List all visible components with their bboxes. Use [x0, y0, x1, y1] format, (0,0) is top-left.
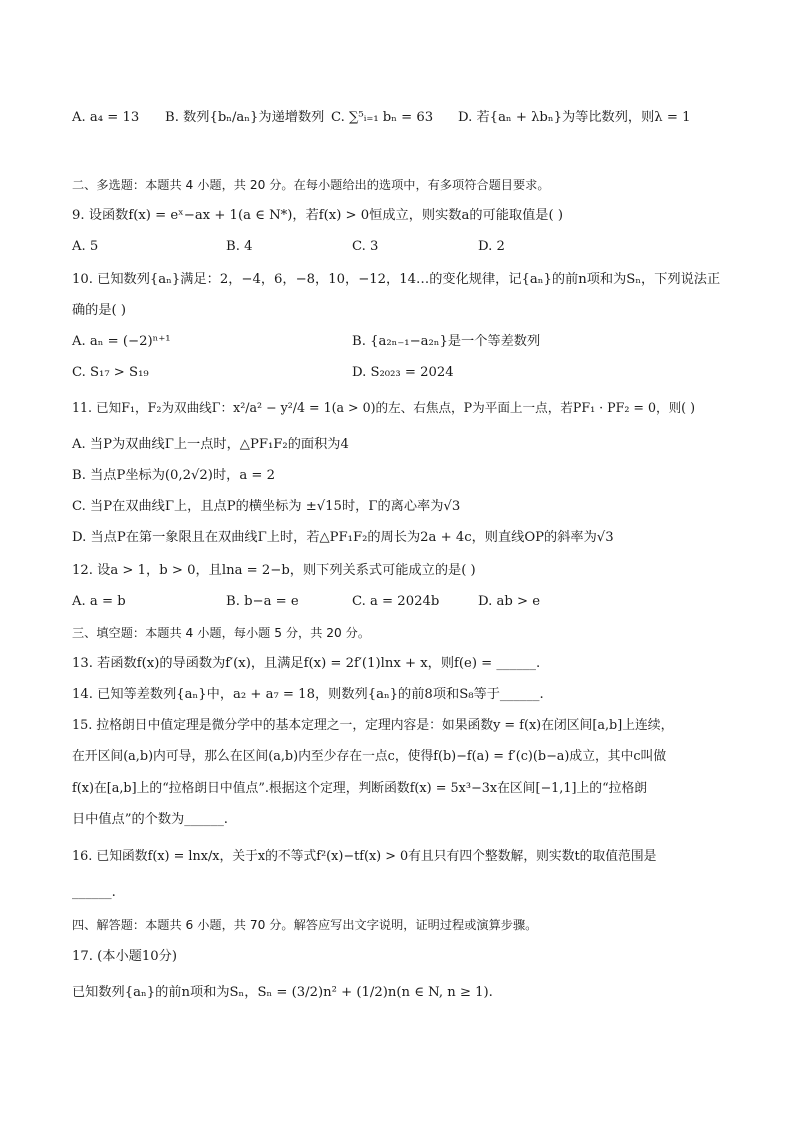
q16-line1: 16. 已知函数f(x) = lnx/x，关于x的不等式f²(x)−tf(x) > 0有且只有四个整数解，则实数t的取值范围是	[72, 849, 657, 864]
q15-line1: 15. 拉格朗日中值定理是微分学中的基本定理之一，定理内容是：如果函数y = f(x)在闭区间[a,b]上连续，	[72, 718, 674, 733]
q15-line2: 在开区间(a,b)内可导，那么在区间(a,b)内至少存在一点c，使得f(b)−f(a) = f′(c)(b−a)成立，其中c叫做	[72, 749, 667, 764]
q8-option-c: C. ∑⁵ᵢ₌₁ bₙ = 63	[331, 110, 434, 125]
q12-option-c: C. a = 2024b	[352, 594, 440, 609]
q9-option-c: C. 3	[352, 239, 379, 254]
q10-stem-line2: 确的是( )	[72, 303, 127, 318]
q11-option-a: A. 当P为双曲线Γ上一点时，△PF₁F₂的面积为4	[72, 437, 349, 452]
q15-line4: 日中值点”的个数为______.	[72, 812, 228, 827]
q11-option-d: D. 当点P在第一象限且在双曲线Γ上时，若△PF₁F₂的周长为2a + 4c，则直线OP的斜率为√3	[72, 530, 614, 545]
q17-heading: 17. (本小题10分)	[72, 949, 177, 964]
q9-option-b: B. 4	[226, 239, 253, 254]
q10-option-c: C. S₁₇ > S₁₉	[72, 365, 149, 380]
q11-option-c: C. 当P在双曲线Γ上，且点P的横坐标为 ±√15时，Γ的离心率为√3	[72, 499, 461, 514]
q12-option-b: B. b−a = e	[226, 594, 299, 609]
q12-stem: 12. 设a > 1，b > 0，且lna = 2−b，则下列关系式可能成立的是( )	[72, 563, 476, 578]
q16-line2: ______.	[72, 885, 116, 900]
q8-option-d: D. 若{aₙ + λbₙ}为等比数列，则λ = 1	[458, 110, 691, 125]
q9-option-d: D. 2	[478, 239, 505, 254]
q10-option-b: B. {a₂ₙ₋₁−a₂ₙ}是一个等差数列	[352, 334, 541, 349]
q11-option-b: B. 当点P坐标为(0,2√2)时，a = 2	[72, 468, 276, 483]
q10-option-a: A. aₙ = (−2)ⁿ⁺¹	[72, 334, 171, 349]
q9-option-a: A. 5	[72, 239, 99, 254]
q15-line3: f(x)在[a,b]上的“拉格朗日中值点”.根据这个定理，判断函数f(x) = 5x³−3x在区间[−1,1]上的“拉格朗	[72, 781, 648, 796]
q10-stem-line1: 10. 已知数列{aₙ}满足：2，−4，6，−8，10，−12，14…的变化规律，记{aₙ}的前n项和为Sₙ，下列说法正	[72, 272, 721, 287]
q8-option-b: B. 数列{bₙ/aₙ}为递增数列	[165, 110, 325, 125]
q11-stem: 11. 已知F₁，F₂为双曲线Γ：x²/a² − y²/4 = 1(a > 0)的左、右焦点，P为平面上一点，若PF₁ · PF₂ = 0，则( )	[72, 400, 695, 415]
q17-stem: 已知数列{aₙ}的前n项和为Sₙ，Sₙ = (3/2)n² + (1/2)n(n ∈ N, n ≥ 1).	[72, 985, 493, 1000]
q9-stem: 9. 设函数f(x) = eˣ−ax + 1(a ∈ N*)，若f(x) > 0恒成立，则实数a的可能取值是( )	[72, 208, 563, 223]
q14-stem: 14. 已知等差数列{aₙ}中，a₂ + a₇ = 18，则数列{aₙ}的前8项和S₈等于______.	[72, 687, 544, 702]
q12-option-d: D. ab > e	[478, 594, 541, 609]
section-heading-multiple-choice: 二、多选题：本题共 4 小题，共 20 分。在每小题给出的选项中，有多项符合题目要求。	[72, 178, 550, 192]
q12-option-a: A. a = b	[72, 594, 126, 609]
q13-stem: 13. 若函数f(x)的导函数为f′(x)，且满足f(x) = 2f′(1)lnx + x，则f(e) = ______.	[72, 656, 541, 671]
q10-option-d: D. S₂₀₂₃ = 2024	[352, 365, 454, 380]
q8-option-a: A. a₄ = 13	[72, 110, 140, 125]
section-heading-solutions: 四、解答题：本题共 6 小题，共 70 分。解答应写出文字说明，证明过程或演算步骤。	[72, 918, 538, 932]
section-heading-fill-in: 三、填空题：本题共 4 小题，每小题 5 分，共 20 分。	[72, 626, 371, 640]
